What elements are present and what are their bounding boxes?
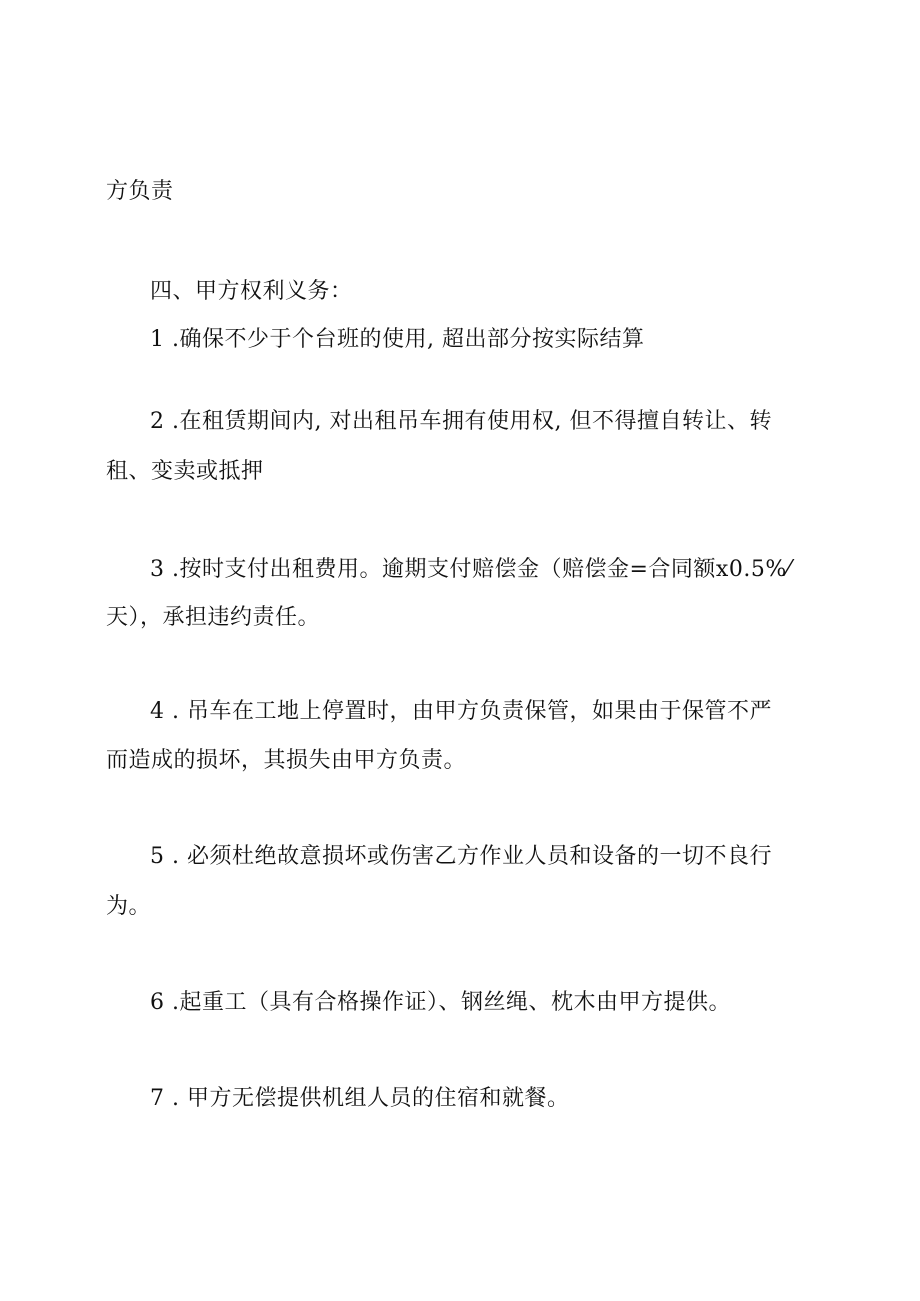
clause-5-line-2: 为。 <box>106 894 152 919</box>
section-heading: 四、甲方权利义务： <box>150 279 353 304</box>
clause-4-line-2: 而造成的损坏，其损失由甲方负责。 <box>106 748 467 773</box>
clause-2-line-2: 租、变卖或抵押 <box>106 459 264 484</box>
clause-1: 1 .确保不少于个台班的使用, 超出部分按实际结算 <box>150 327 645 352</box>
clause-5-line-1: 5 . 必须杜绝故意损坏或伤害乙方作业人员和设备的一切不良行 <box>150 844 772 869</box>
clause-2-line-1: 2 .在租赁期间内, 对出租吊车拥有使用权, 但不得擅自转让、转 <box>150 409 772 434</box>
paragraph-continuation: 方负责 <box>106 179 174 204</box>
clause-3-line-2: 天），承担违约责任。 <box>106 605 321 630</box>
clause-7: 7 . 甲方无偿提供机组人员的住宿和就餐。 <box>150 1086 570 1111</box>
clause-3-line-1: 3 .按时支付出租费用。逾期支付赔偿金（赔偿金=合同额x0.5%⁄ <box>150 557 791 582</box>
clause-6: 6 .起重工（具有合格操作证）、钢丝绳、枕木由甲方提供。 <box>150 990 731 1015</box>
clause-4-line-1: 4 . 吊车在工地上停置时，由甲方负责保管，如果由于保管不严 <box>150 699 772 724</box>
